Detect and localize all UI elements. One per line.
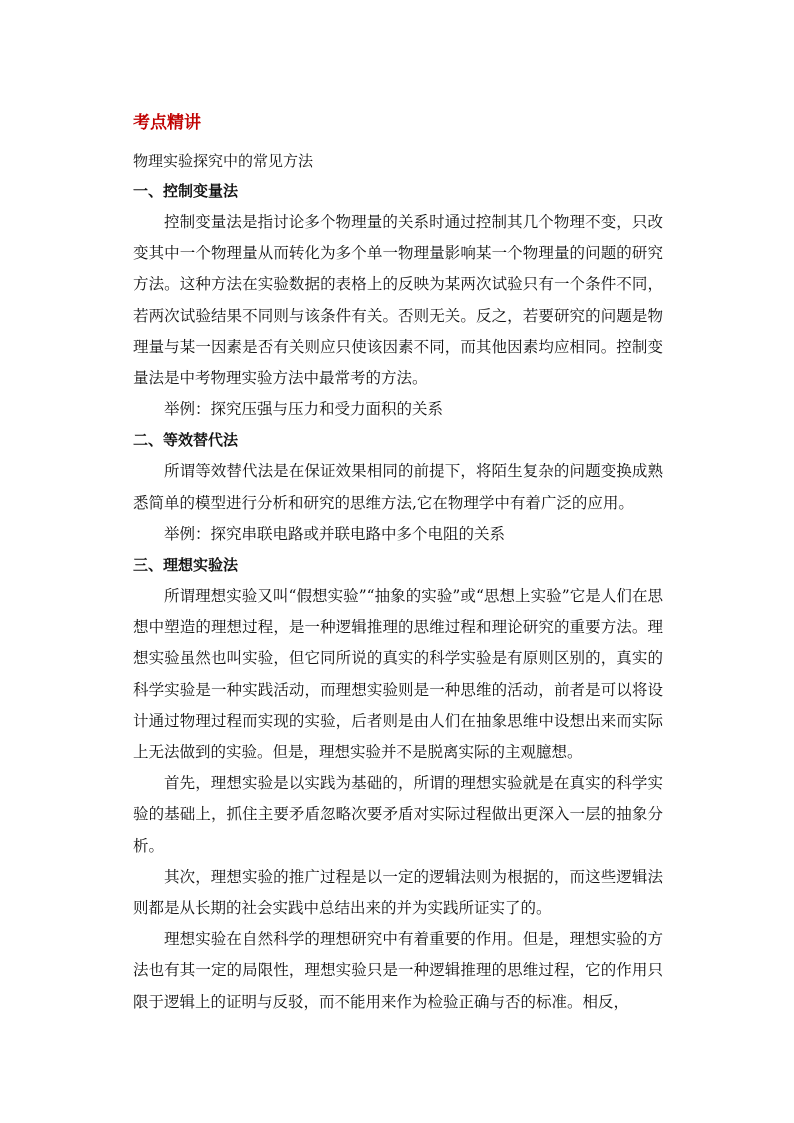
document-subtitle: 物理实验探究中的常见方法: [133, 152, 314, 170]
section-ideal-experiment: [133, 550, 663, 1018]
section-heading: 一、控制变量法: [133, 182, 239, 200]
section-equivalent-substitution: [133, 425, 663, 550]
paragraph: 所谓等效替代法是在保证效果相同的前提下，将陌生复杂的问题变换成熟悉简单的模型进行分析和研究的思维方法,它在物理学中有着广泛的应用。: [133, 462, 663, 512]
paragraph: 所谓理想实验又叫“假想实验”“抽象的实验”或“思想上实验”它是人们在思想中塑造的理想过程，是一种逻辑推理的思维过程和理论研究的重要方法。理想实验虽然也叫实验，但它同所说的真实的科学实验是有原则区别的，真实的科学实验是一种实践活动，而理想实验则是一种思维的活动，前者是可以将设计通过物理过程而实现的实验，后者则是由人们在抽象思维中设想出来而实际上无法做到的实验。但是，理想实验并不是脱离实际的主观臆想。: [133, 587, 663, 762]
document-page: [133, 110, 663, 1018]
example-paragraph: 举例：探究串联电路或并联电路中多个电阻的关系: [164, 524, 506, 543]
section-heading: 二、等效替代法: [133, 431, 239, 450]
document-title: 考点精讲: [133, 113, 201, 133]
section-control-variables: [133, 176, 663, 425]
paragraph: 其次，理想实验的推广过程是以一定的逻辑法则为根据的，而这些逻辑法则都是从长期的社会实践中总结出来的并为实践所证实了的。: [133, 867, 663, 918]
section-heading: 三、理想实验法: [133, 556, 239, 575]
paragraph: 首先，理想实验是以实践为基础的，所谓的理想实验就是在真实的科学实验的基础上，抓住主要矛盾忽略次要矛盾对实际过程做出更深入一层的抽象分析。: [133, 774, 663, 855]
paragraph: 理想实验在自然科学的理想研究中有着重要的作用。但是，理想实验的方法也有其一定的局限性，理想实验只是一种逻辑推理的思维过程，它的作用只限于逻辑上的证明与反驳，而不能用来作为检验正确与否的标准。相反，: [133, 930, 663, 1011]
example-paragraph: 举例：探究压强与压力和受力面积的关系: [164, 400, 444, 419]
paragraph: 控制变量法是指讨论多个物理量的关系时通过控制其几个物理不变，只改变其中一个物理量从而转化为多个单一物理量影响某一个物理量的问题的研究方法。这种方法在实验数据的表格上的反映为某两次试验只有一个条件不同，若两次试验结果不同则与该条件有关。否则无关。反之，若要研究的问题是物理量与某一因素是否有关则应只使该因素不同，而其他因素均应相同。控制变量法是中考物理实验方法中最常考的方法。: [133, 213, 663, 388]
